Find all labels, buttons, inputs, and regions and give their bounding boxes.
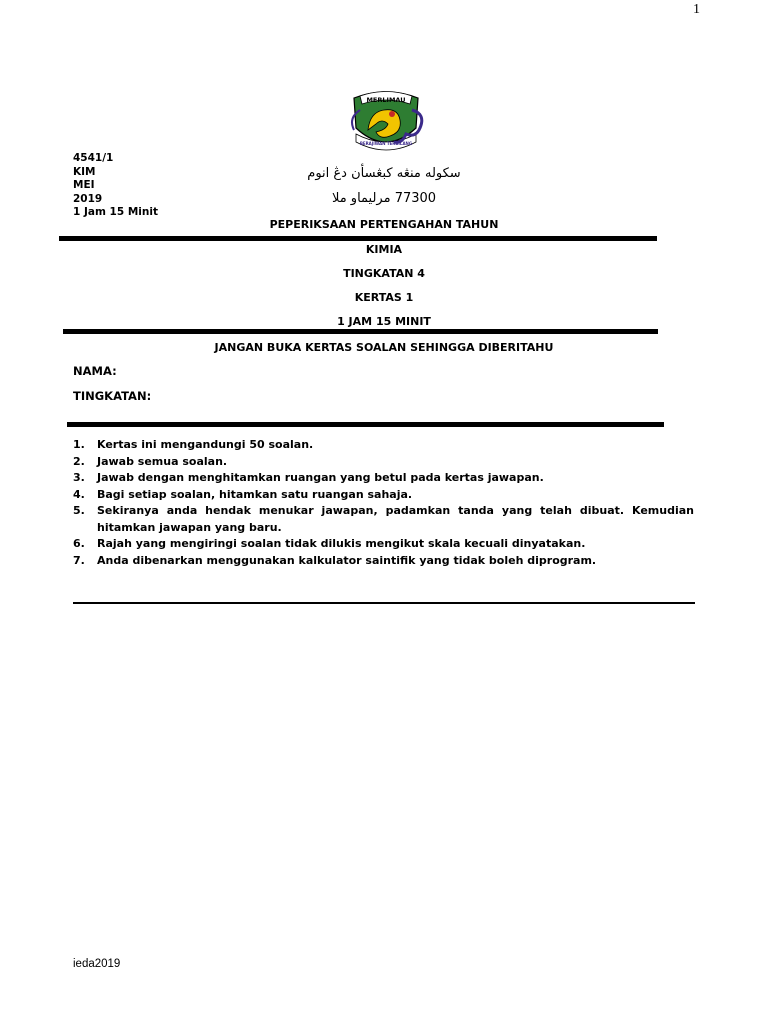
header-rule-bottom (63, 329, 658, 334)
school-name-jawi: سکوله منڠه کبڠسأن دڠ انوم (307, 166, 461, 181)
school-address-jawi: 77300 مرليماو ملا (331, 191, 437, 206)
end-rule (73, 602, 695, 604)
page-number: 1 (693, 2, 700, 17)
name-label: NAMA: (73, 364, 117, 378)
school-crest-logo (346, 84, 426, 162)
exam-year: 2019 (73, 192, 103, 205)
instruction-item: 6. Rajah yang mengiringi soalan tidak dilukis mengikut skala kecuali dinyatakan. (73, 537, 586, 550)
section-rule (67, 422, 664, 427)
instruction-item: 2. Jawab semua soalan. (73, 454, 228, 468)
instruction-item: 4. Bagi setiap soalan, hitamkan satu ruangan sahaja. (73, 487, 413, 501)
instruction-item: 7. Anda dibenarkan menggunakan kalkulator saintifik yang tidak boleh diprogram. (73, 553, 597, 567)
paper-code: 4541/1 (73, 152, 114, 164)
exam-title: PEPERIKSAAN PERTENGAHAN TAHUN (269, 218, 499, 231)
instruction-item: 3. Jawab dengan menghitamkan ruangan yang betul pada kertas jawapan. (73, 471, 544, 484)
instruction-item: 1. Kertas ini mengandungi 50 soalan. (73, 438, 314, 451)
header-rule-top (59, 236, 657, 241)
class-label: TINGKATAN: (73, 389, 152, 403)
subject-code: KIM (73, 165, 96, 178)
paper-title: KERTAS 1 (354, 291, 414, 304)
exam-month: MEI (73, 179, 95, 191)
instruction-item: 5. Sekiranya anda hendak menukar jawapan, padamkan tanda yang telah dibuat. Kemudian hitamkan jawapan yang baru. (73, 504, 694, 534)
instructions-list (73, 437, 694, 569)
footer-text: ieda2019 (73, 958, 121, 970)
form-title: TINGKATAN 4 (343, 267, 425, 280)
svg-text:BERAJIWAN TERBILANG: BERAJIWAN TERBILANG (359, 141, 413, 146)
subject-title: KIMIA (365, 243, 403, 256)
svg-text:MERLIMAU: MERLIMAU (366, 96, 406, 104)
warning-notice: JANGAN BUKA KERTAS SOALAN SEHINGGA DIBERITAHU (214, 341, 554, 354)
paper-meta (73, 152, 158, 220)
time-title: 1 JAM 15 MINIT (337, 315, 431, 328)
exam-duration: 1 Jam 15 Minit (73, 206, 158, 218)
